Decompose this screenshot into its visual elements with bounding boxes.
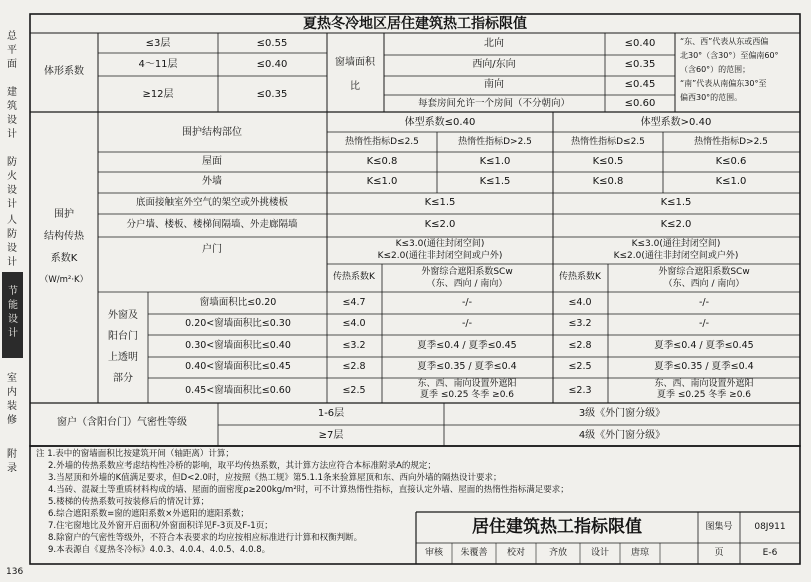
win-sc1: 东、西、南向设置外遮阳: [417, 379, 517, 389]
note-line: 9.本表源自《夏热冬冷标》4.0.3、4.0.4、4.0.5、4.0.8。: [48, 545, 271, 555]
part-header: 围护结构部位: [182, 127, 242, 138]
wwr-value: ≤0.45: [624, 79, 656, 90]
win-sc-header: 外窗综合遮阳系数SCw: [658, 267, 750, 277]
airtight-grade: 4级《外门窗分级》: [578, 430, 666, 441]
page-code: E-6: [762, 548, 778, 558]
shape-row-value: ≤0.40: [256, 59, 288, 70]
win-label: 外窗及: [108, 310, 138, 321]
shape-row-value: ≤0.35: [256, 89, 288, 100]
win-cond: 0.45<窗墙面积比≤0.60: [185, 385, 291, 396]
side-nav-architecture[interactable]: 建筑设计: [7, 87, 17, 140]
side-nav-general-plan[interactable]: 总平面: [7, 31, 17, 70]
win-sc1: -/-: [461, 297, 473, 308]
atlas-label: 图集号: [705, 522, 733, 532]
title-block-name: 居住建筑热工指标限值: [472, 517, 642, 537]
envelope-label: 围护: [54, 209, 74, 220]
shape-row-floors: ≤3层: [145, 38, 171, 49]
win-sc2: 东、西、南向设置外遮阳: [654, 379, 754, 389]
shape-row-floors: ≥12层: [142, 89, 174, 100]
shape-high-header: 体型系数>0.40: [640, 117, 712, 128]
d-low-header: 热惰性指标D≤2.5: [571, 137, 645, 147]
partition-label: 分户墙、楼板、楼梯间隔墙、外走廊隔墙: [126, 219, 298, 230]
wall-value: K≤0.8: [592, 176, 624, 187]
envelope-label: 结构传热: [44, 231, 84, 242]
win-k2: ≤4.0: [568, 297, 592, 308]
win-cond: 0.30<窗墙面积比≤0.40: [185, 340, 291, 351]
design-name: 唐琼: [630, 548, 650, 558]
win-k2: ≤2.3: [568, 385, 592, 396]
note-line: 5.楼梯的传热系数可按装修后的情况计算；: [48, 497, 210, 507]
roof-value: K≤1.0: [479, 156, 511, 167]
note-line: 注 1.表中的窗墙面积比按建筑开间（轴距离）计算；: [36, 449, 234, 459]
win-k1: ≤4.0: [342, 318, 366, 329]
note-line: 4.当砖、混凝土等重质材料构成的墙、屋面的面密度ρ≥200kg/m²时，可不计算热惰性指标，直接认定外墙、屋面的热惰性指标满足要求；: [48, 485, 569, 495]
note-line: 2.外墙的传热系数应考虑结构性冷桥的影响，取平均传热系数，其计算方法应符合本标准附录A的规定；: [48, 461, 436, 471]
wwr-label-2: 比: [350, 81, 360, 92]
shape-coef-label: 体形系数: [44, 66, 84, 77]
win-sc2: -/-: [698, 297, 710, 308]
shape-row-value: ≤0.55: [256, 38, 288, 49]
win-sc2: 夏季 ≤0.25 冬季 ≥0.6: [656, 390, 752, 400]
roof-value: K≤0.5: [592, 156, 624, 167]
shape-low-header: 体型系数≤0.40: [404, 117, 476, 128]
airtight-floors: ≥7层: [318, 430, 344, 441]
wwr-value: ≤0.40: [624, 38, 656, 49]
wwr-dir: 南向: [484, 79, 504, 90]
floor-value-low: K≤1.5: [424, 197, 456, 208]
wwr-value: ≤0.60: [624, 98, 656, 109]
win-label: 部分: [113, 373, 133, 384]
win-sc-header: 外窗综合遮阳系数SCw: [421, 267, 513, 277]
door-value-low: K≤2.0(通往非封闭空间或户外): [377, 251, 503, 261]
wwr-dir: 每套房间允许一个房间（不分朝向）: [417, 98, 571, 109]
roof-value: K≤0.8: [366, 156, 398, 167]
win-sc1: -/-: [461, 318, 473, 329]
wwr-note: 北30°（含30°）至偏南60°: [680, 51, 779, 60]
wwr-note: “南”代表从南偏东30°至: [680, 79, 767, 88]
win-sc2: -/-: [698, 318, 710, 329]
d-low-header: 热惰性指标D≤2.5: [345, 137, 419, 147]
d-high-header: 热惰性指标D>2.5: [458, 137, 532, 147]
wwr-value: ≤0.35: [624, 59, 656, 70]
shape-row-floors: 4～11层: [138, 59, 178, 70]
win-sc2: 夏季≤0.4 / 夏季≤0.45: [654, 340, 754, 351]
note-line: 6.综合遮阳系数=窗的遮阳系数×外遮阳的遮阳系数；: [48, 509, 249, 519]
win-k2: ≤3.2: [568, 318, 592, 329]
page-number: 136: [6, 567, 24, 577]
win-k-header: 传热系数K: [333, 272, 375, 282]
win-cond: 0.40<窗墙面积比≤0.45: [185, 361, 291, 372]
airtight-grade: 3级《外门窗分级》: [578, 408, 666, 419]
win-k2: ≤2.8: [568, 340, 592, 351]
page-title: 夏热冬冷地区居住建筑热工指标限值: [303, 16, 527, 32]
win-k-header: 传热系数K: [559, 272, 601, 282]
win-cond: 0.20<窗墙面积比≤0.30: [185, 318, 291, 329]
envelope-label: 系数K: [50, 253, 78, 264]
envelope-label: （W/m²·K）: [39, 275, 89, 285]
wall-label: 外墙: [202, 176, 222, 187]
check-name: 齐放: [548, 548, 568, 558]
win-k1: ≤4.7: [342, 297, 366, 308]
win-label: 上透明: [108, 352, 138, 363]
partition-value-high: K≤2.0: [660, 219, 692, 230]
wwr-note: 偏西30°的范围。: [680, 93, 743, 102]
door-value-low: K≤3.0(通往封闭空间): [395, 239, 485, 249]
win-sc1: 夏季≤0.4 / 夏季≤0.45: [417, 340, 517, 351]
wwr-dir: 北向: [484, 38, 504, 49]
wall-value: K≤1.0: [715, 176, 747, 187]
door-value-high: K≤3.0(通往封闭空间): [631, 239, 721, 249]
airtight-label: 窗户（含阳台门）气密性等级: [57, 417, 187, 428]
win-sc1: 夏季≤0.35 / 夏季≤0.4: [417, 361, 517, 372]
win-sc-header: （东、西向 / 南向）: [426, 279, 508, 289]
floor-value-high: K≤1.5: [660, 197, 692, 208]
page-label: 页: [714, 548, 724, 558]
wall-value: K≤1.0: [366, 176, 398, 187]
partition-value-low: K≤2.0: [424, 219, 456, 230]
wwr-label: 窗墙面积: [335, 57, 375, 68]
review-name: 朱覆善: [460, 548, 488, 558]
win-cond: 窗墙面积比≤0.20: [199, 297, 277, 308]
wwr-note: （含60°）的范围；: [680, 65, 751, 74]
win-k1: ≤3.2: [342, 340, 366, 351]
door-value-high: K≤2.0(通往非封闭空间或户外): [613, 251, 739, 261]
note-line: 8.除窗户的气密性等级外，不符合本表要求的均应按相应标准进行计算和权衡判断。: [48, 533, 363, 543]
wwr-note: “东、西”代表从东或西偏: [680, 37, 769, 46]
win-k1: ≤2.5: [342, 385, 366, 396]
win-sc2: 夏季≤0.35 / 夏季≤0.4: [654, 361, 754, 372]
airtight-floors: 1-6层: [317, 408, 345, 419]
note-line: 3.当屋顶和外墙的K值满足要求，但D<2.0时，应按照《热工规》第5.1.1条来验算屋顶和东、西向外墙的隔热设计要求；: [48, 473, 502, 483]
roof-label: 屋面: [202, 156, 222, 167]
door-label: 户门: [202, 244, 222, 255]
note-line: 7.住宅窗地比及外窗开启面积/外窗面积详见F-3页及F-1页；: [48, 521, 273, 531]
win-k2: ≤2.5: [568, 361, 592, 372]
design-label: 设计: [590, 548, 610, 558]
check-label: 校对: [506, 548, 526, 558]
win-k1: ≤2.8: [342, 361, 366, 372]
review-label: 审核: [424, 548, 444, 558]
atlas-number: 08J911: [754, 522, 786, 532]
side-nav-appendix[interactable]: 附录: [7, 449, 17, 474]
side-nav-civil-defense[interactable]: 人防设计: [7, 215, 17, 268]
win-sc1: 夏季 ≤0.25 冬季 ≥0.6: [419, 390, 515, 400]
wall-value: K≤1.5: [479, 176, 511, 187]
side-nav-fire[interactable]: 防火设计: [7, 157, 17, 210]
d-high-header: 热惰性指标D>2.5: [694, 137, 768, 147]
roof-value: K≤0.6: [715, 156, 747, 167]
wwr-dir: 西向/东向: [472, 59, 516, 70]
floor-label: 底面接触室外空气的架空或外挑楼板: [135, 197, 289, 208]
side-nav-energy-current[interactable]: 节能设计: [8, 286, 18, 339]
win-sc-header: （东、西向 / 南向）: [663, 279, 745, 289]
win-label: 阳台门: [108, 331, 138, 342]
side-nav-interior[interactable]: 室内装修: [7, 373, 17, 426]
